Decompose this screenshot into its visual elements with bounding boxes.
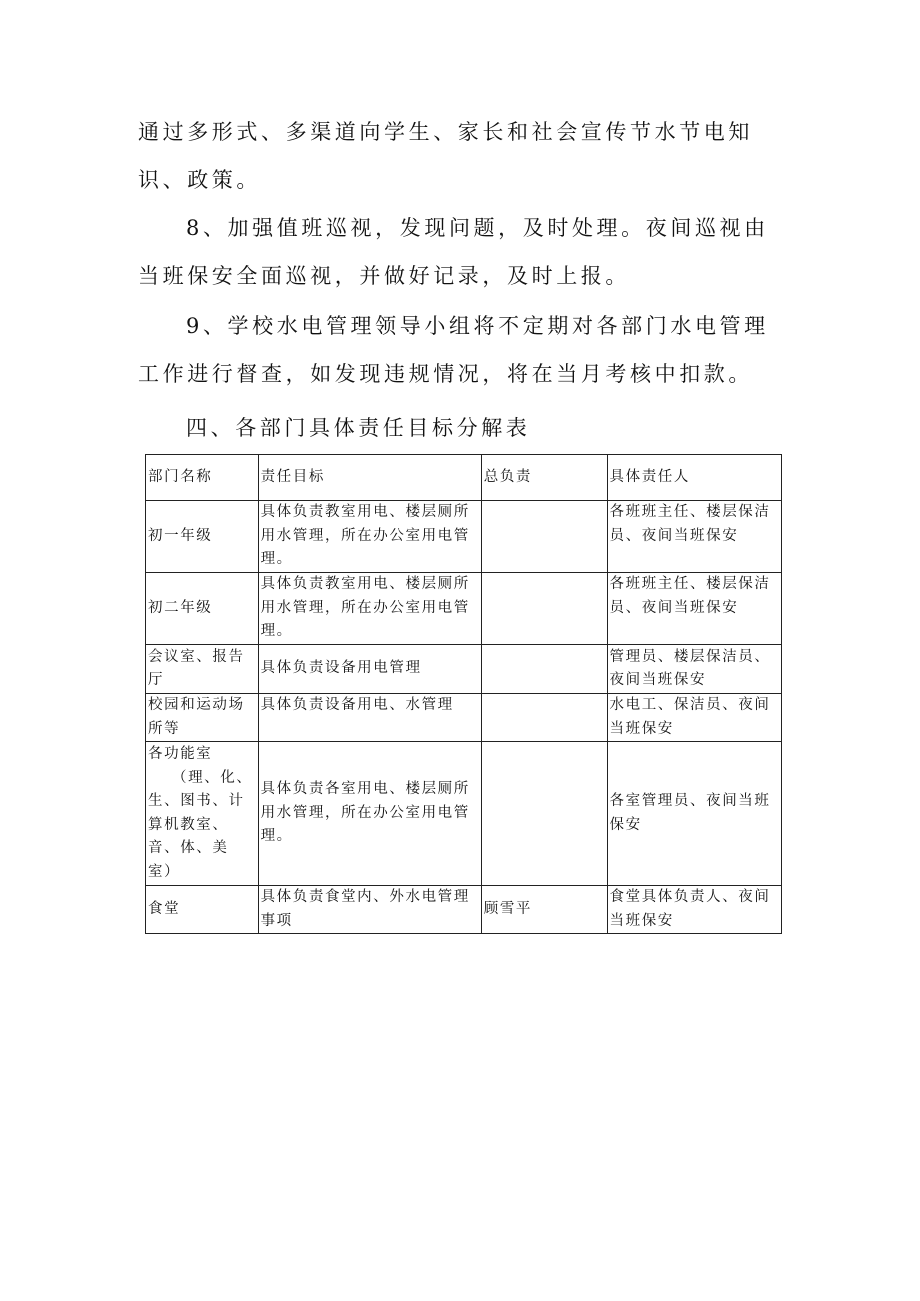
paragraph-publicity: 通过多形式、多渠道向学生、家长和社会宣传节水节电知识、政策。: [138, 120, 753, 192]
cell-person: 管理员、楼层保洁员、夜间当班保安: [607, 645, 782, 694]
section-heading: 四、各部门具体责任目标分解表: [186, 416, 531, 440]
header-lead: 总负责: [481, 455, 607, 501]
cell-lead: [481, 573, 607, 645]
cell-lead: [481, 742, 607, 886]
cell-dept: 初一年级: [146, 501, 259, 573]
header-goal: 责任目标: [258, 455, 481, 501]
paragraph-item-8: 8、加强值班巡视，发现问题，及时处理。夜间巡视由当班保安全面巡视，并做好记录，及时上报。: [138, 216, 769, 288]
cell-person: 食堂具体负责人、夜间当班保安: [607, 886, 782, 934]
cell-dept: 会议室、报告厅: [146, 645, 259, 694]
cell-dept: 校园和运动场所等: [146, 694, 259, 742]
cell-goal: 具体负责设备用电、水管理: [258, 694, 481, 742]
cell-lead: 顾雪平: [481, 886, 607, 934]
cell-goal: 具体负责教室用电、楼层厕所用水管理，所在办公室用电管理。: [258, 501, 481, 573]
cell-person: 各班班主任、楼层保洁员、夜间当班保安: [607, 501, 782, 573]
responsibility-table: [145, 454, 782, 934]
header-person: 具体责任人: [607, 455, 782, 501]
cell-lead: [481, 645, 607, 694]
cell-dept: 初二年级: [146, 573, 259, 645]
table-header-row: [146, 455, 782, 501]
header-dept: 部门名称: [146, 455, 259, 501]
table-row: [146, 694, 782, 742]
dept-line: 室）: [148, 863, 181, 880]
cell-person: 水电工、保洁员、夜间当班保安: [607, 694, 782, 742]
cell-person: 各班班主任、楼层保洁员、夜间当班保安: [607, 573, 782, 645]
table-row: [146, 886, 782, 934]
cell-dept: [146, 742, 259, 886]
dept-line: 音、体、美: [148, 840, 229, 856]
cell-person: 各室管理员、夜间当班保安: [607, 742, 782, 886]
cell-dept: 食堂: [146, 886, 259, 934]
cell-goal: 具体负责教室用电、楼层厕所用水管理，所在办公室用电管理。: [258, 573, 481, 645]
dept-line: 算机教室、: [148, 816, 229, 833]
cell-lead: [481, 501, 607, 573]
dept-line: （理、化、: [172, 769, 253, 786]
table-row: [146, 573, 782, 645]
dept-line: 生、图书、计: [148, 793, 245, 809]
dept-line: 各功能室: [148, 746, 213, 762]
table-row: [146, 645, 782, 694]
paragraph-item-9: 9、学校水电管理领导小组将不定期对各部门水电管理工作进行督查，如发现违规情况，将在当月考核中扣款。: [138, 314, 769, 386]
cell-goal: 具体负责各室用电、楼层厕所用水管理，所在办公室用电管理。: [258, 742, 481, 886]
cell-lead: [481, 694, 607, 742]
cell-goal: 具体负责食堂内、外水电管理事项: [258, 886, 481, 934]
table-row: [146, 501, 782, 573]
cell-goal: 具体负责设备用电管理: [258, 645, 481, 694]
table-row: [146, 742, 782, 886]
